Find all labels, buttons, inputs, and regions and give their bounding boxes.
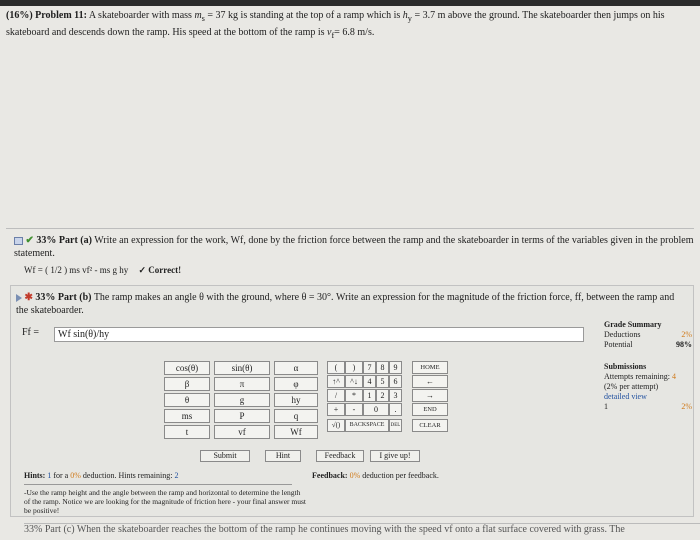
- var-button[interactable]: P: [214, 409, 270, 423]
- key-sqrt[interactable]: √(): [327, 419, 345, 432]
- submit-button[interactable]: Submit: [200, 450, 250, 462]
- key-plus[interactable]: +: [327, 403, 345, 416]
- key-8[interactable]: 8: [376, 361, 389, 374]
- hints-count: 1: [47, 471, 52, 480]
- mass-eq: = 37 kg is standing at the top of a ramp which is: [207, 10, 401, 21]
- height-eq: = 3.7 m above the ground. The skateboarder then jumps on his skateboard and descends down the ramp. His speed at the bottom of the ramp is: [6, 10, 665, 38]
- mass-sub: s: [201, 14, 205, 23]
- divider: [6, 228, 694, 229]
- deductions-value: 2%: [681, 330, 692, 339]
- attempts-row: [604, 372, 692, 382]
- var-button[interactable]: π: [214, 377, 270, 391]
- part-b: [16, 291, 688, 317]
- next-part-preview: 33% Part (c) When the skateboarder reaches the bottom of the ramp he continues moving with the speed vf onto a flat surface covered with grass. The: [24, 523, 700, 540]
- key-2[interactable]: 2: [376, 389, 389, 402]
- submission-value: 2%: [681, 402, 692, 411]
- problem-statement: [6, 9, 696, 43]
- key-dot[interactable]: .: [389, 403, 402, 416]
- attempts-value: 4: [672, 372, 676, 381]
- potential-value: 98%: [676, 340, 692, 349]
- key-del[interactable]: DEL: [389, 419, 402, 432]
- key-clear[interactable]: CLEAR: [412, 419, 448, 432]
- submission-row: [604, 402, 692, 412]
- part-a-answer-text: Wf = ( 1/2 ) ms vf² - ms g hy: [24, 265, 129, 275]
- correct-status: ✓ Correct!: [138, 265, 182, 275]
- key-end[interactable]: END: [412, 403, 448, 416]
- deductions-label: Deductions: [604, 330, 641, 339]
- star-icon: ✱: [24, 292, 33, 303]
- var-button[interactable]: vf: [214, 425, 270, 439]
- part-a: [14, 234, 694, 260]
- hints-pct: 0%: [70, 471, 81, 480]
- grade-title: Grade Summary: [604, 320, 662, 329]
- deductions-row: [604, 330, 692, 340]
- hints-mid: for a: [53, 471, 69, 480]
- problem-text-a: A skateboarder with mass: [88, 10, 192, 21]
- hint-button[interactable]: Hint: [265, 450, 301, 462]
- key-7[interactable]: 7: [363, 361, 376, 374]
- key-minus[interactable]: -: [345, 403, 363, 416]
- speed-eq: = 6.8 m/s.: [334, 27, 375, 38]
- part-b-label: Part (b): [57, 292, 92, 303]
- key-close-paren[interactable]: ): [345, 361, 363, 374]
- problem-label: Problem 11:: [35, 10, 87, 21]
- key-6[interactable]: 6: [389, 375, 402, 388]
- key-up[interactable]: ↑^: [327, 375, 345, 388]
- problem-weight: (16%): [6, 10, 33, 21]
- hints-remaining: 2: [174, 471, 179, 480]
- part-b-text: The ramp makes an angle θ with the ground, where θ = 30°. Write an expression for the magnitude of the friction force, ff, between the ramp and the skateboarder.: [16, 292, 675, 316]
- check-icon: ✔: [25, 235, 34, 246]
- var-button[interactable]: q: [274, 409, 318, 423]
- part-a-label: Part (a): [58, 235, 92, 246]
- part-a-text: Write an expression for the work, Wf, done by the friction force between the ramp and the skateboarder in terms of the variables given in the problem statement.: [14, 235, 694, 259]
- hint-text: -Use the ramp height and the angle between the ramp and horizontal to determine the length of the ramp. Notice we are looking for the magnitude of friction here - your final answer must be positive!: [24, 488, 306, 515]
- feedback-button[interactable]: Feedback: [316, 450, 364, 462]
- potential-label: Potential: [604, 340, 633, 349]
- var-button[interactable]: φ: [274, 377, 318, 391]
- submissions-title: Submissions: [604, 362, 647, 371]
- key-left[interactable]: ←: [412, 375, 448, 388]
- attempts-label: Attempts remaining:: [604, 372, 670, 381]
- part-b-weight: 33%: [35, 292, 56, 303]
- hints-label: Hints:: [24, 471, 46, 480]
- hints-tail: deduction. Hints remaining:: [82, 471, 173, 480]
- expand-icon[interactable]: [16, 294, 22, 302]
- height-symbol: h: [402, 10, 408, 21]
- key-home[interactable]: HOME: [412, 361, 448, 374]
- key-right[interactable]: →: [412, 389, 448, 402]
- hints-line: [24, 471, 178, 480]
- key-3[interactable]: 3: [389, 389, 402, 402]
- key-down[interactable]: ^↓: [345, 375, 363, 388]
- speed-symbol: v: [327, 27, 332, 38]
- per-attempt: (2% per attempt): [604, 382, 659, 391]
- key-multiply[interactable]: *: [345, 389, 363, 402]
- feedback-label: Feedback:: [312, 471, 348, 480]
- var-button[interactable]: Wf: [274, 425, 318, 439]
- part-a-weight: 33%: [36, 235, 57, 246]
- var-button[interactable]: α: [274, 361, 318, 375]
- var-button[interactable]: g: [214, 393, 270, 407]
- key-open-paren[interactable]: (: [327, 361, 345, 374]
- answer-input[interactable]: Wf sin(θ)/hy: [54, 327, 584, 342]
- key-1[interactable]: 1: [363, 389, 376, 402]
- key-0[interactable]: 0: [363, 403, 389, 416]
- grade-summary: [604, 320, 692, 412]
- top-band: [0, 0, 700, 6]
- var-button[interactable]: t: [164, 425, 210, 439]
- var-button[interactable]: ms: [164, 409, 210, 423]
- potential-row: [604, 340, 692, 350]
- collapse-icon[interactable]: [14, 237, 23, 245]
- key-divide[interactable]: /: [327, 389, 345, 402]
- mass-symbol: m: [194, 10, 202, 21]
- submission-index: 1: [604, 402, 608, 411]
- part-a-answer: [24, 265, 181, 276]
- height-sub: y: [407, 14, 412, 23]
- var-button[interactable]: β: [164, 377, 210, 391]
- var-button[interactable]: θ: [164, 393, 210, 407]
- key-backspace[interactable]: BACKSPACE: [345, 419, 389, 432]
- var-button[interactable]: sin(θ): [214, 361, 270, 375]
- var-button[interactable]: cos(θ): [164, 361, 210, 375]
- var-button[interactable]: hy: [274, 393, 318, 407]
- feedback-line: [312, 471, 439, 480]
- key-4[interactable]: 4: [363, 375, 376, 388]
- feedback-tail: deduction per feedback.: [362, 471, 439, 480]
- key-5[interactable]: 5: [376, 375, 389, 388]
- speed-sub: f: [331, 31, 335, 40]
- give-up-button[interactable]: I give up!: [370, 450, 420, 462]
- hint-divider: [24, 484, 292, 485]
- detailed-view-link[interactable]: detailed view: [604, 392, 647, 401]
- key-9[interactable]: 9: [389, 361, 402, 374]
- answer-label: Ff =: [22, 327, 40, 338]
- feedback-pct: 0%: [349, 471, 361, 480]
